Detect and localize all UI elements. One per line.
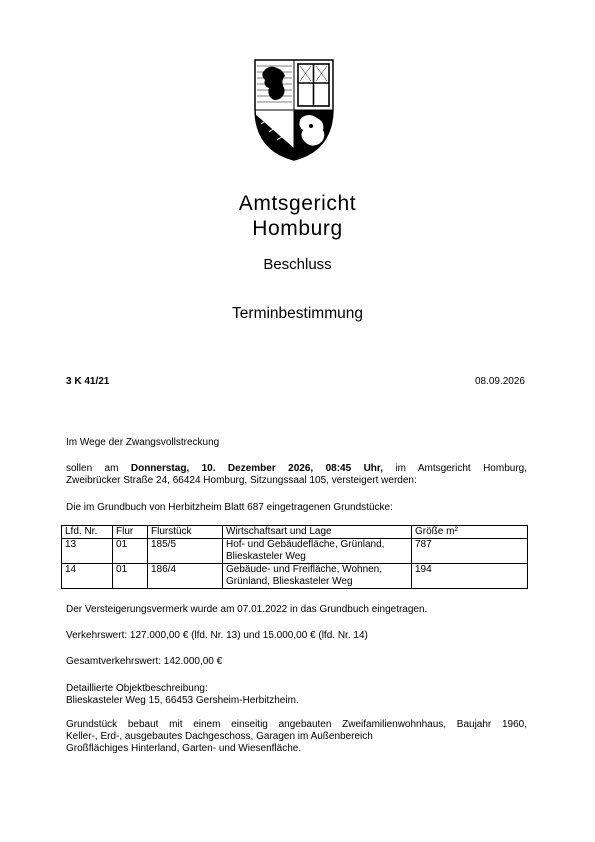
property-description-line1: Grundstück bebaut mit einem einseitig angebauten Zweifamilienwohnhaus, Baujahr 1960, — [66, 719, 527, 730]
market-value: Verkehrswert: 127.000,00 € (lfd. Nr. 13) und 15.000,00 € (lfd. Nr. 14) — [66, 630, 368, 641]
document-title: Terminbestimmung — [232, 305, 363, 322]
cell-lfd-nr: 13 — [62, 539, 113, 564]
intro-text: Im Wege der Zwangsvollstreckung — [66, 437, 220, 448]
cell-wirtschaftsart: Gebäude- und Freifläche, Wohnen, Grünland, Blieskasteler Weg — [223, 564, 412, 589]
object-description-heading: Detaillierte Objektbeschreibung: — [66, 683, 208, 694]
property-description-line2: Keller-, Erd-, ausgebautes Dachgeschoss, Garagen im Außenbereich — [66, 731, 373, 742]
parcel-table — [61, 525, 528, 589]
object-address: Blieskasteler Weg 15, 66453 Gersheim-Herbitzheim. — [66, 695, 299, 706]
cell-flur: 01 — [113, 539, 148, 564]
table-row — [62, 539, 528, 564]
cell-wirtschaftsart: Hof- und Gebäudefläche, Grünland, Blieskasteler Weg — [223, 539, 412, 564]
col-header-wirtschaftsart: Wirtschaftsart und Lage — [223, 526, 412, 539]
auction-location: Zweibrücker Straße 24, 66424 Homburg, Sitzungssaal 105, versteigert werden: — [66, 475, 417, 486]
auction-date: Donnerstag, 10. Dezember 2026, 08:45 Uhr, — [130, 463, 384, 474]
cell-flur: 01 — [113, 564, 148, 589]
auction-suffix: im Amtsgericht Homburg, — [395, 463, 527, 474]
document-date: 08.09.2026 — [474, 376, 525, 387]
auction-announcement-line1 — [66, 463, 527, 475]
col-header-lfd-nr: Lfd. Nr. — [62, 526, 113, 539]
land-register-text: Die im Grundbuch von Herbitzheim Blatt 687 eingetragenen Grundstücke: — [66, 502, 393, 513]
crest-icon — [253, 58, 335, 162]
col-header-flur: Flur — [113, 526, 148, 539]
auction-prefix: sollen am — [66, 463, 119, 474]
cell-groesse: 194 — [412, 564, 528, 589]
cell-flurstueck: 186/4 — [148, 564, 223, 589]
cell-groesse: 787 — [412, 539, 528, 564]
col-header-groesse: Größe m² — [412, 526, 528, 539]
court-name: Amtsgericht — [238, 192, 357, 215]
case-number: 3 K 41/21 — [66, 376, 110, 387]
property-description-line3: Großflächiges Hinterland, Garten- und Wiesenfläche. — [66, 743, 302, 754]
col-header-flurstueck: Flurstück — [148, 526, 223, 539]
table-header-row — [62, 526, 528, 539]
cell-flurstueck: 185/5 — [148, 539, 223, 564]
document-type: Beschluss — [263, 256, 332, 273]
table-row — [62, 564, 528, 589]
registration-note: Der Versteigerungsvermerk wurde am 07.01.2022 in das Grundbuch eingetragen. — [66, 604, 428, 615]
total-market-value: Gesamtverkehrswert: 142.000,00 € — [66, 656, 223, 667]
court-location: Homburg — [252, 217, 343, 240]
cell-lfd-nr: 14 — [62, 564, 113, 589]
